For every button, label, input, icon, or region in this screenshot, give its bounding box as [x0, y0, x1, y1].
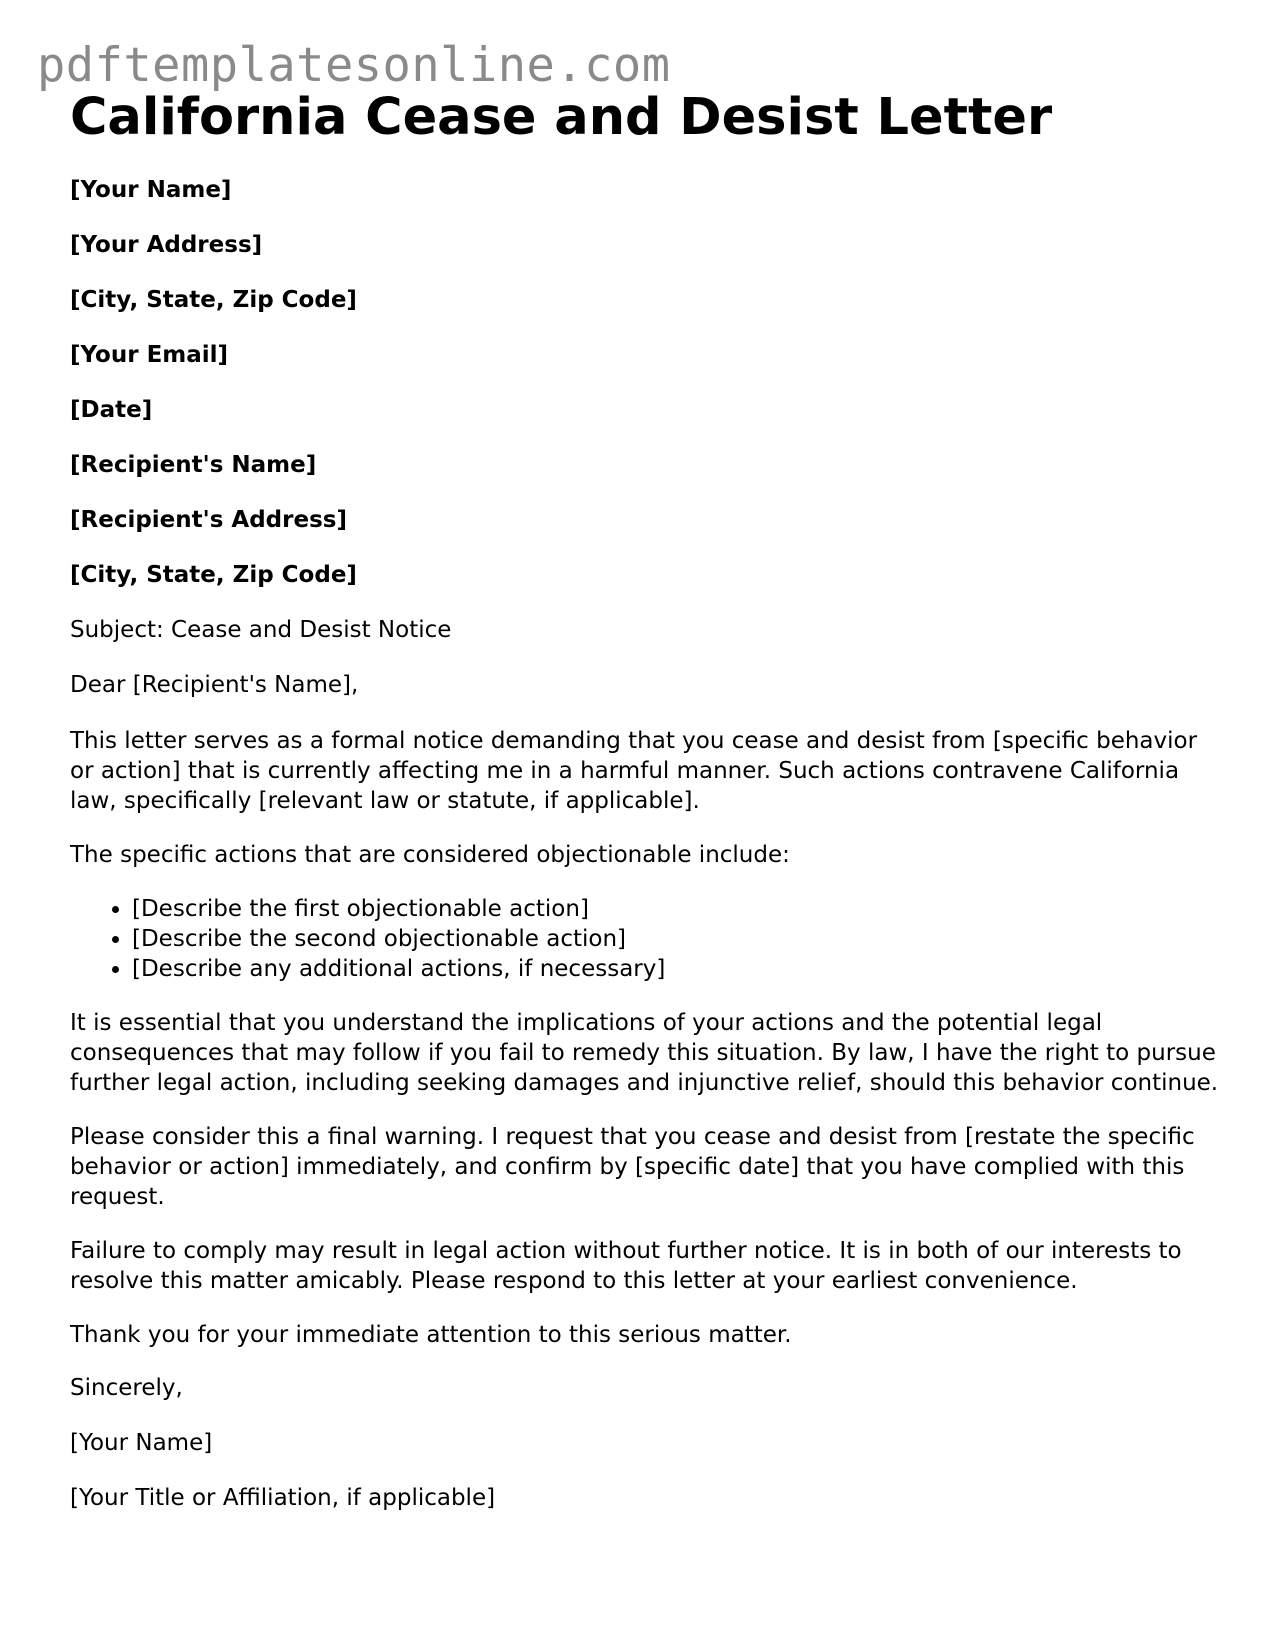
thanks-paragraph: Thank you for your immediate attention to this serious matter.: [70, 1322, 792, 1348]
list-intro-paragraph: The specific actions that are considered objectionable include:: [70, 842, 790, 868]
letter-document: [70, 86, 1220, 1539]
recipient-block: [70, 451, 1220, 589]
sender-city-state-zip: [City, State, Zip Code]: [70, 287, 357, 313]
recipient-city-state-zip: [City, State, Zip Code]: [70, 562, 357, 588]
failure-paragraph: Failure to comply may result in legal action without further notice. It is in both of our interests to resolve this matter amicably. Please respond to this letter at your earliest convenience.: [70, 1238, 1182, 1294]
signature-title: [Your Title or Affiliation, if applicable]: [70, 1485, 496, 1511]
sender-address: [Your Address]: [70, 232, 263, 258]
list-item: • [Describe the second objectionable action]: [132, 924, 1220, 954]
recipient-address: [Recipient's Address]: [70, 507, 347, 533]
salutation: Dear [Recipient's Name],: [70, 672, 359, 698]
sign-off: Sincerely,: [70, 1375, 183, 1401]
signature-name: [Your Name]: [70, 1430, 213, 1456]
letter-date: [Date]: [70, 397, 153, 423]
closing-block: [70, 1374, 1220, 1512]
recipient-name: [Recipient's Name]: [70, 452, 317, 478]
sender-email: [Your Email]: [70, 342, 229, 368]
watermark-text: pdftemplatesonline.com: [37, 38, 671, 93]
intro-paragraph: This letter serves as a formal notice demanding that you cease and desist from [specific behavior or action] that is currently affecting me in a harmful manner. Such actions contravene California law, specifically [relevant law or statute, if applicable].: [70, 728, 1198, 814]
subject-line: Subject: Cease and Desist Notice: [70, 617, 452, 643]
list-item: • [Describe any additional actions, if necessary]: [132, 954, 1220, 984]
list-item: • [Describe the first objectionable action]: [132, 894, 1220, 924]
document-title: California Cease and Desist Letter: [70, 88, 1053, 147]
final-warning-paragraph: Please consider this a final warning. I request that you cease and desist from [restate the specific behavior or action] immediately, and confirm by [specific date] that you have complied with this request.: [70, 1124, 1195, 1210]
objectionable-actions-list: [70, 894, 1220, 984]
implications-paragraph: It is essential that you understand the implications of your actions and the potential legal consequences that may follow if you fail to remedy this situation. By law, I have the right to pursue further legal action, including seeking damages and injunctive relief, should this behavior continue.: [70, 1010, 1219, 1096]
sender-name: [Your Name]: [70, 177, 232, 203]
sender-block: [70, 176, 1220, 424]
